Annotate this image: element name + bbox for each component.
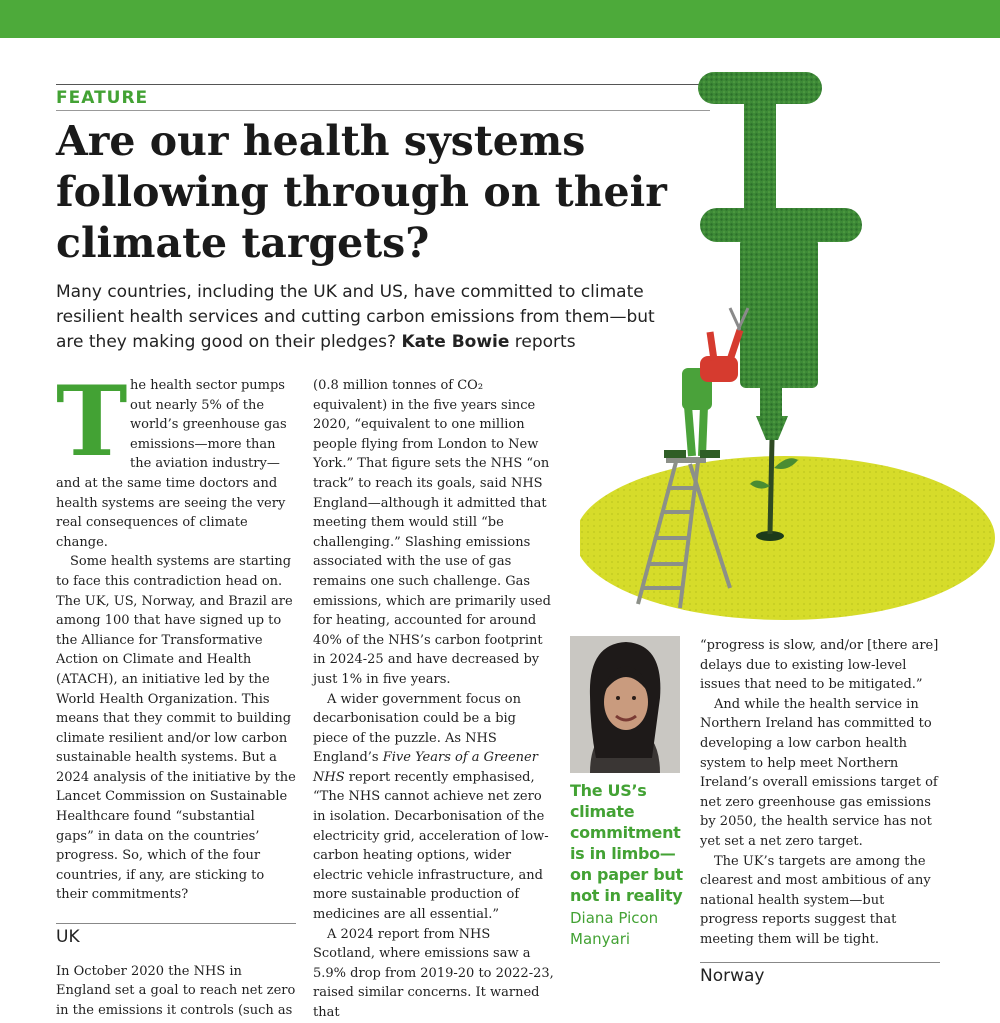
- headline: Are our health systems following through on their climate targets?: [56, 117, 667, 267]
- syringe-hub: [760, 386, 782, 416]
- pull-quote: The US’s climate commitment is in limbo—on paper but not in reality: [570, 781, 683, 905]
- standfirst-text: Many countries, including the UK and US, have committed to climate resilient health services and cutting carbon emissions from them—but are they making good on their pledges?: [56, 282, 655, 352]
- gardener-figure: [664, 308, 748, 458]
- section-subhead-uk: UK: [56, 923, 296, 948]
- report-title: Five Years of a Greener NHS: [313, 750, 538, 785]
- section-label: FEATURE: [56, 88, 149, 108]
- top-brand-bar: [0, 0, 1000, 38]
- tree-trunk: [770, 440, 772, 534]
- body-paragraph: he health sector pumps out nearly 5% of the world’s greenhouse gas emissions—more than the aviation industry—and at the same time doctors and health systems are seeing the very real consequences of climate change.: [56, 378, 287, 550]
- portrait-photo: [570, 636, 680, 773]
- author-name: Kate Bowie: [401, 332, 510, 352]
- body-paragraph: And while the health service in Northern Ireland has committed to developing a low carbon health system to help meet Northern Ireland’s overall emissions target of net zero greenhouse gas emissions by 2050, the health service has not yet set a net zero target.: [700, 696, 938, 849]
- subhead-rule: [700, 962, 940, 963]
- body-text: A wider government focus on decarbonisation could be a big piece of the puzzle. As NHS England’s: [313, 691, 521, 766]
- drop-cap: T: [56, 365, 128, 478]
- standfirst-suffix: reports: [509, 332, 576, 352]
- body-paragraph: A 2024 report from NHS Scotland, where emissions saw a 5.9% drop from 2019-20 to 2022-23, raised similar concerns. It warned that: [313, 926, 554, 1020]
- body-paragraph: (0.8 million tonnes of CO₂ equivalent) in the five years since 2020, “equivalent to one million people flying from London to New York.” That figure sets the NHS “on track” to reach its goals, said NHS England—although it admitted that meeting them would still “be challenging.” Slashing emissions associated with the use of gas remains one such challenge. Gas emissions, which are primarily used for heating, accounted for around 40% of the NHS’s carbon footprint in 2024-25 and have decreased by just 1% in five years.: [313, 378, 551, 687]
- article-column-2: [313, 376, 555, 1023]
- syringe-tip: [756, 416, 788, 440]
- section-subhead-norway: Norway: [700, 966, 765, 986]
- plunger-stem: [744, 102, 776, 222]
- syringe-flange: [700, 208, 862, 242]
- body-paragraph: The UK’s targets are among the clearest and most ambitious of any national health system—but progress reports suggest that meeting them will be tight.: [700, 853, 931, 947]
- body-paragraph: Some health systems are starting to face this contradiction head on. The UK, US, Norway, and Brazil are among 100 that have signed up to the Alliance for Transformative Action on Climate and Health (ATACH), an initiative led by the World Health Organization. This means that they commit to building climate resilient and/or low carbon sustainable health systems. But a 2024 analysis of the initiative by the Lancet Commission on Sustainable Healthcare found “substantial gaps” in data on the countries’ progress. So, which of the four countries, if any, are sticking to their commitments?: [56, 554, 296, 903]
- plunger-top: [698, 72, 822, 104]
- body-paragraph: “progress is slow, and/or [there are] delays due to existing low-level issues that need to be mitigated.”: [700, 638, 939, 693]
- article-column-1: [56, 365, 296, 1020]
- syringe-topiary-illustration: [580, 68, 1000, 628]
- standfirst: [56, 280, 656, 355]
- article-column-3: [700, 636, 940, 950]
- syringe-barrel: [740, 238, 818, 388]
- body-paragraph: In October 2020 the NHS in England set a goal to reach net zero in the emissions it controls (such as: [56, 963, 296, 1018]
- body-text: report recently emphasised, “The NHS cannot achieve net zero in isolation. Decarbonisation of the electricity grid, acceleration of low-carbon heating options, wider electric vehicle infrastructure, and more sustainable production of medicines are all essential.”: [313, 769, 549, 923]
- body-paragraph: [313, 690, 555, 925]
- pull-quote-author: Diana Picon Manyari: [570, 909, 659, 948]
